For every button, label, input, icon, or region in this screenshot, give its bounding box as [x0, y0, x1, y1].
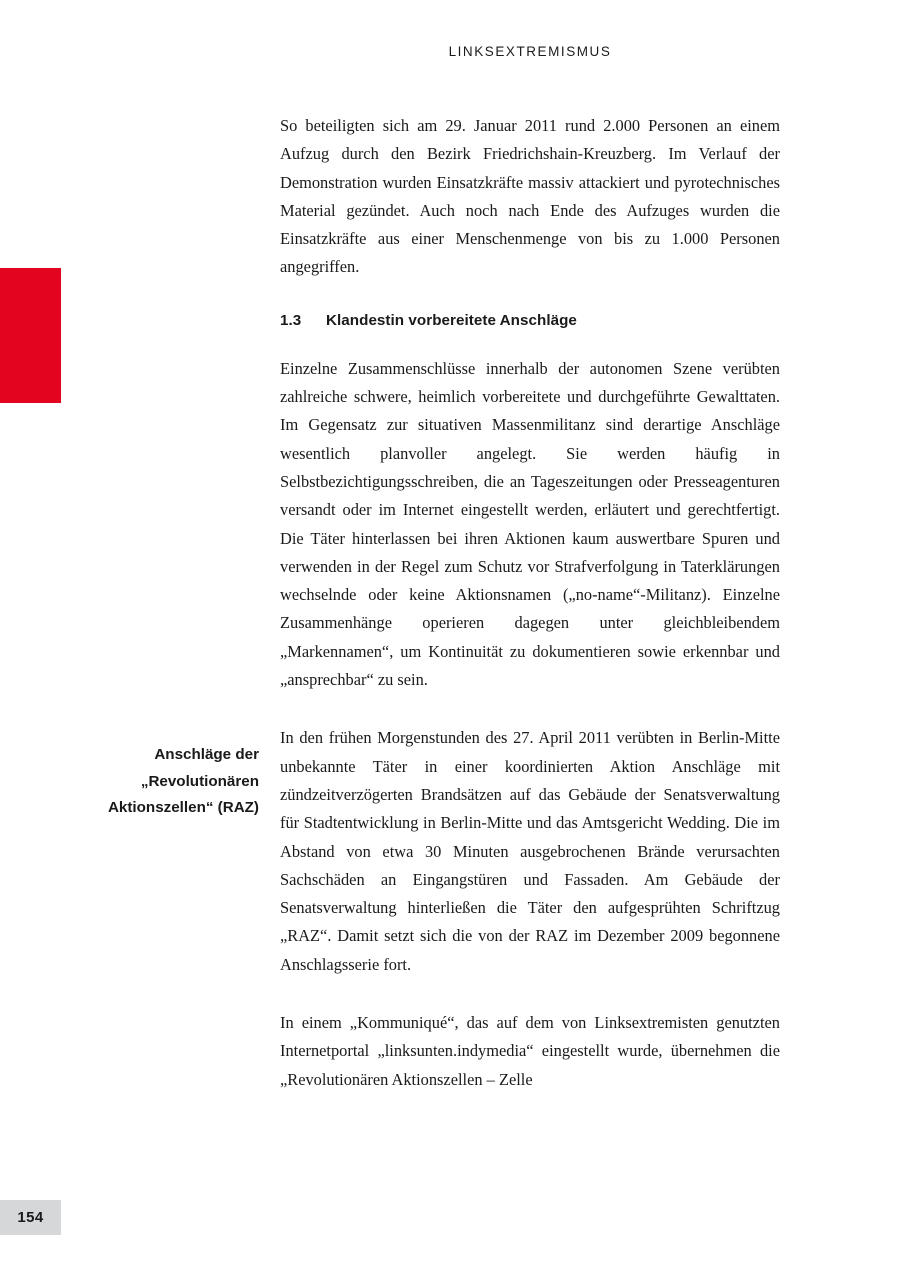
page-number-block — [0, 1200, 61, 1235]
chapter-color-tab — [0, 268, 61, 403]
paragraph-kommunique: In einem „Kommuniqué“, das auf dem von Linksextremisten genutzten Internetportal „linksunten.indymedia“ eingestellt wurde, übernehmen die „Revolutionären Aktionszellen – Zelle — [280, 1013, 780, 1089]
margin-note-line-3: Aktionszellen“ (RAZ) — [107, 799, 259, 816]
margin-note — [40, 742, 259, 822]
section-number: 1.3 — [280, 311, 302, 329]
running-head: LINKSEXTREMISMUS — [448, 44, 612, 59]
paragraph-klandestin: Einzelne Zusammenschlüsse innerhalb der autonomen Szene verübten zahlreiche schwere, heimlich vorbereitete und durchgeführte Gewalttaten. Im Gegensatz zur situativen Massenmilitanz sind derartige Anschläge wesentlich planvoller angelegt. Sie werden häufig in Selbstbezichtigungsschreiben, die an Tageszeitungen oder Presseagenturen versandt oder im Internet eingestellt werden, erläutert und gerechtfertigt. Die Täter hinterlassen bei ihren Aktionen kaum auswertbare Spuren und verwenden in der Regel zum Schutz vor Strafverfolgung in Taterklärungen wechselnde oder keine Aktionsnamen („no-name“-Militanz). Einzelne Zusammenhänge operieren dagegen unter gleichbleibendem „Markennamen“, um Kontinuität zu dokumentieren sowie erkennbar und „ansprechbar“ zu sein. — [280, 358, 780, 690]
page-number: 154 — [17, 1209, 44, 1226]
paragraph-intro: So beteiligten sich am 29. Januar 2011 rund 2.000 Personen an einem Aufzug durch den Bezirk Friedrichshain-Kreuzberg. Im Verlauf der Demonstration wurden Einsatzkräfte massiv attackiert und pyrotechnisches Material gezündet. Auch noch nach Ende des Aufzuges wurden die Einsatzkräfte aus einer Menschenmenge von bis zu 1.000 Personen angegriffen. — [280, 116, 780, 277]
section-title: Klandestin vorbereitete Anschläge — [326, 311, 577, 329]
paragraph-raz-anschlaege: In den frühen Morgenstunden des 27. April 2011 verübten in Berlin-Mitte unbekannte Täter in einer koordinierten Aktion Anschläge mit zündzeitverzögerten Brandsätzen auf das Gebäude der Senatsverwaltung für Stadtentwicklung in Berlin-Mitte und das Amtsgericht Wedding. Die im Abstand von etwa 30 Minuten ausgebrochenen Brände verursachten Sachschäden an Eingangstüren und Fassaden. Am Gebäude der Senatsverwaltung hinterließen die Täter den aufgesprühten Schriftzug „RAZ“. Damit setzt sich die von der RAZ im Dezember 2009 begonnene Anschlagsserie fort. — [280, 728, 780, 974]
margin-note-line-2: „Revolutionären — [140, 772, 259, 790]
margin-note-line-1: Anschläge der — [154, 746, 259, 763]
text-column — [280, 112, 780, 1094]
section-heading — [280, 312, 780, 329]
